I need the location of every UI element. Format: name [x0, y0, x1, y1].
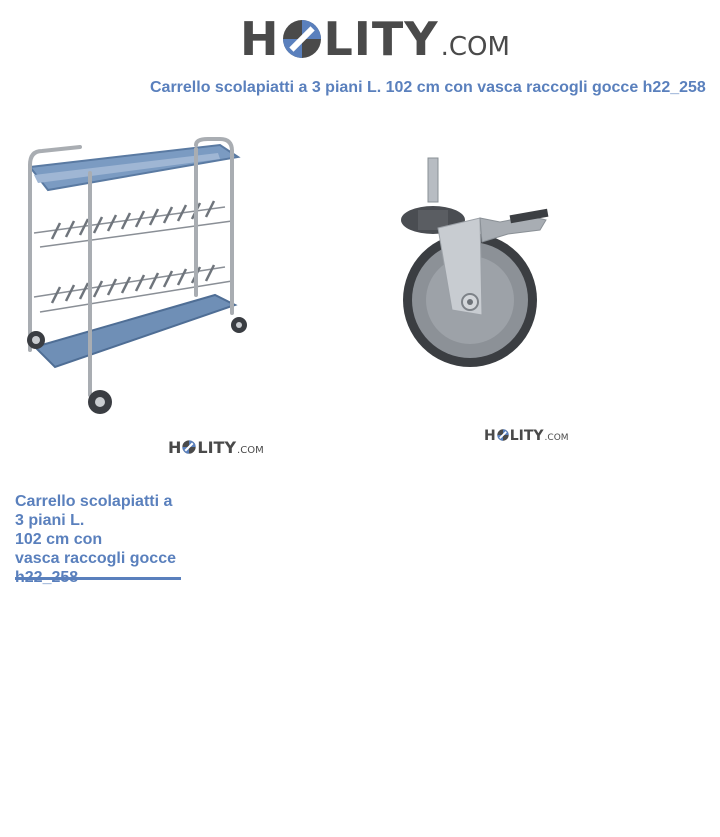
- holity-logo-small-wheel: [484, 428, 569, 444]
- caption-line: vasca raccogli gocce: [15, 550, 176, 567]
- product-caption-link[interactable]: [15, 492, 185, 587]
- logo-letters: LITY: [323, 12, 439, 66]
- logo-o-mark-icon: [497, 429, 509, 441]
- caption-underline: [15, 577, 181, 580]
- logo-domain: .COM: [237, 445, 264, 456]
- castor-wheel-icon: [390, 150, 560, 375]
- logo-letter-h: H: [484, 428, 496, 444]
- product-photo-trolley[interactable]: [20, 135, 260, 420]
- logo-domain: .COM: [440, 32, 510, 62]
- holity-logo[interactable]: [240, 12, 510, 66]
- logo-domain: .COM: [544, 433, 569, 443]
- logo-o-mark-icon: [182, 439, 196, 453]
- page-title: Carrello scolapiatti a 3 piani L. 102 cm con vasca raccogli gocce h22_258: [150, 79, 706, 96]
- caption-line: Carrello scolapiatti a: [15, 493, 173, 510]
- logo-o-mark-icon: [282, 16, 322, 56]
- logo-letter-h: H: [240, 12, 280, 66]
- logo-letter-h: H: [168, 438, 182, 457]
- logo-letters: LITY: [197, 438, 237, 457]
- dish-drying-trolley-icon: [20, 135, 260, 420]
- caption-line: 3 piani L.: [15, 512, 85, 529]
- product-photo-castor-wheel[interactable]: [390, 150, 560, 375]
- holity-logo-small-trolley: [168, 438, 264, 457]
- logo-letters: LITY: [509, 428, 544, 444]
- caption-line: 102 cm con: [15, 531, 103, 548]
